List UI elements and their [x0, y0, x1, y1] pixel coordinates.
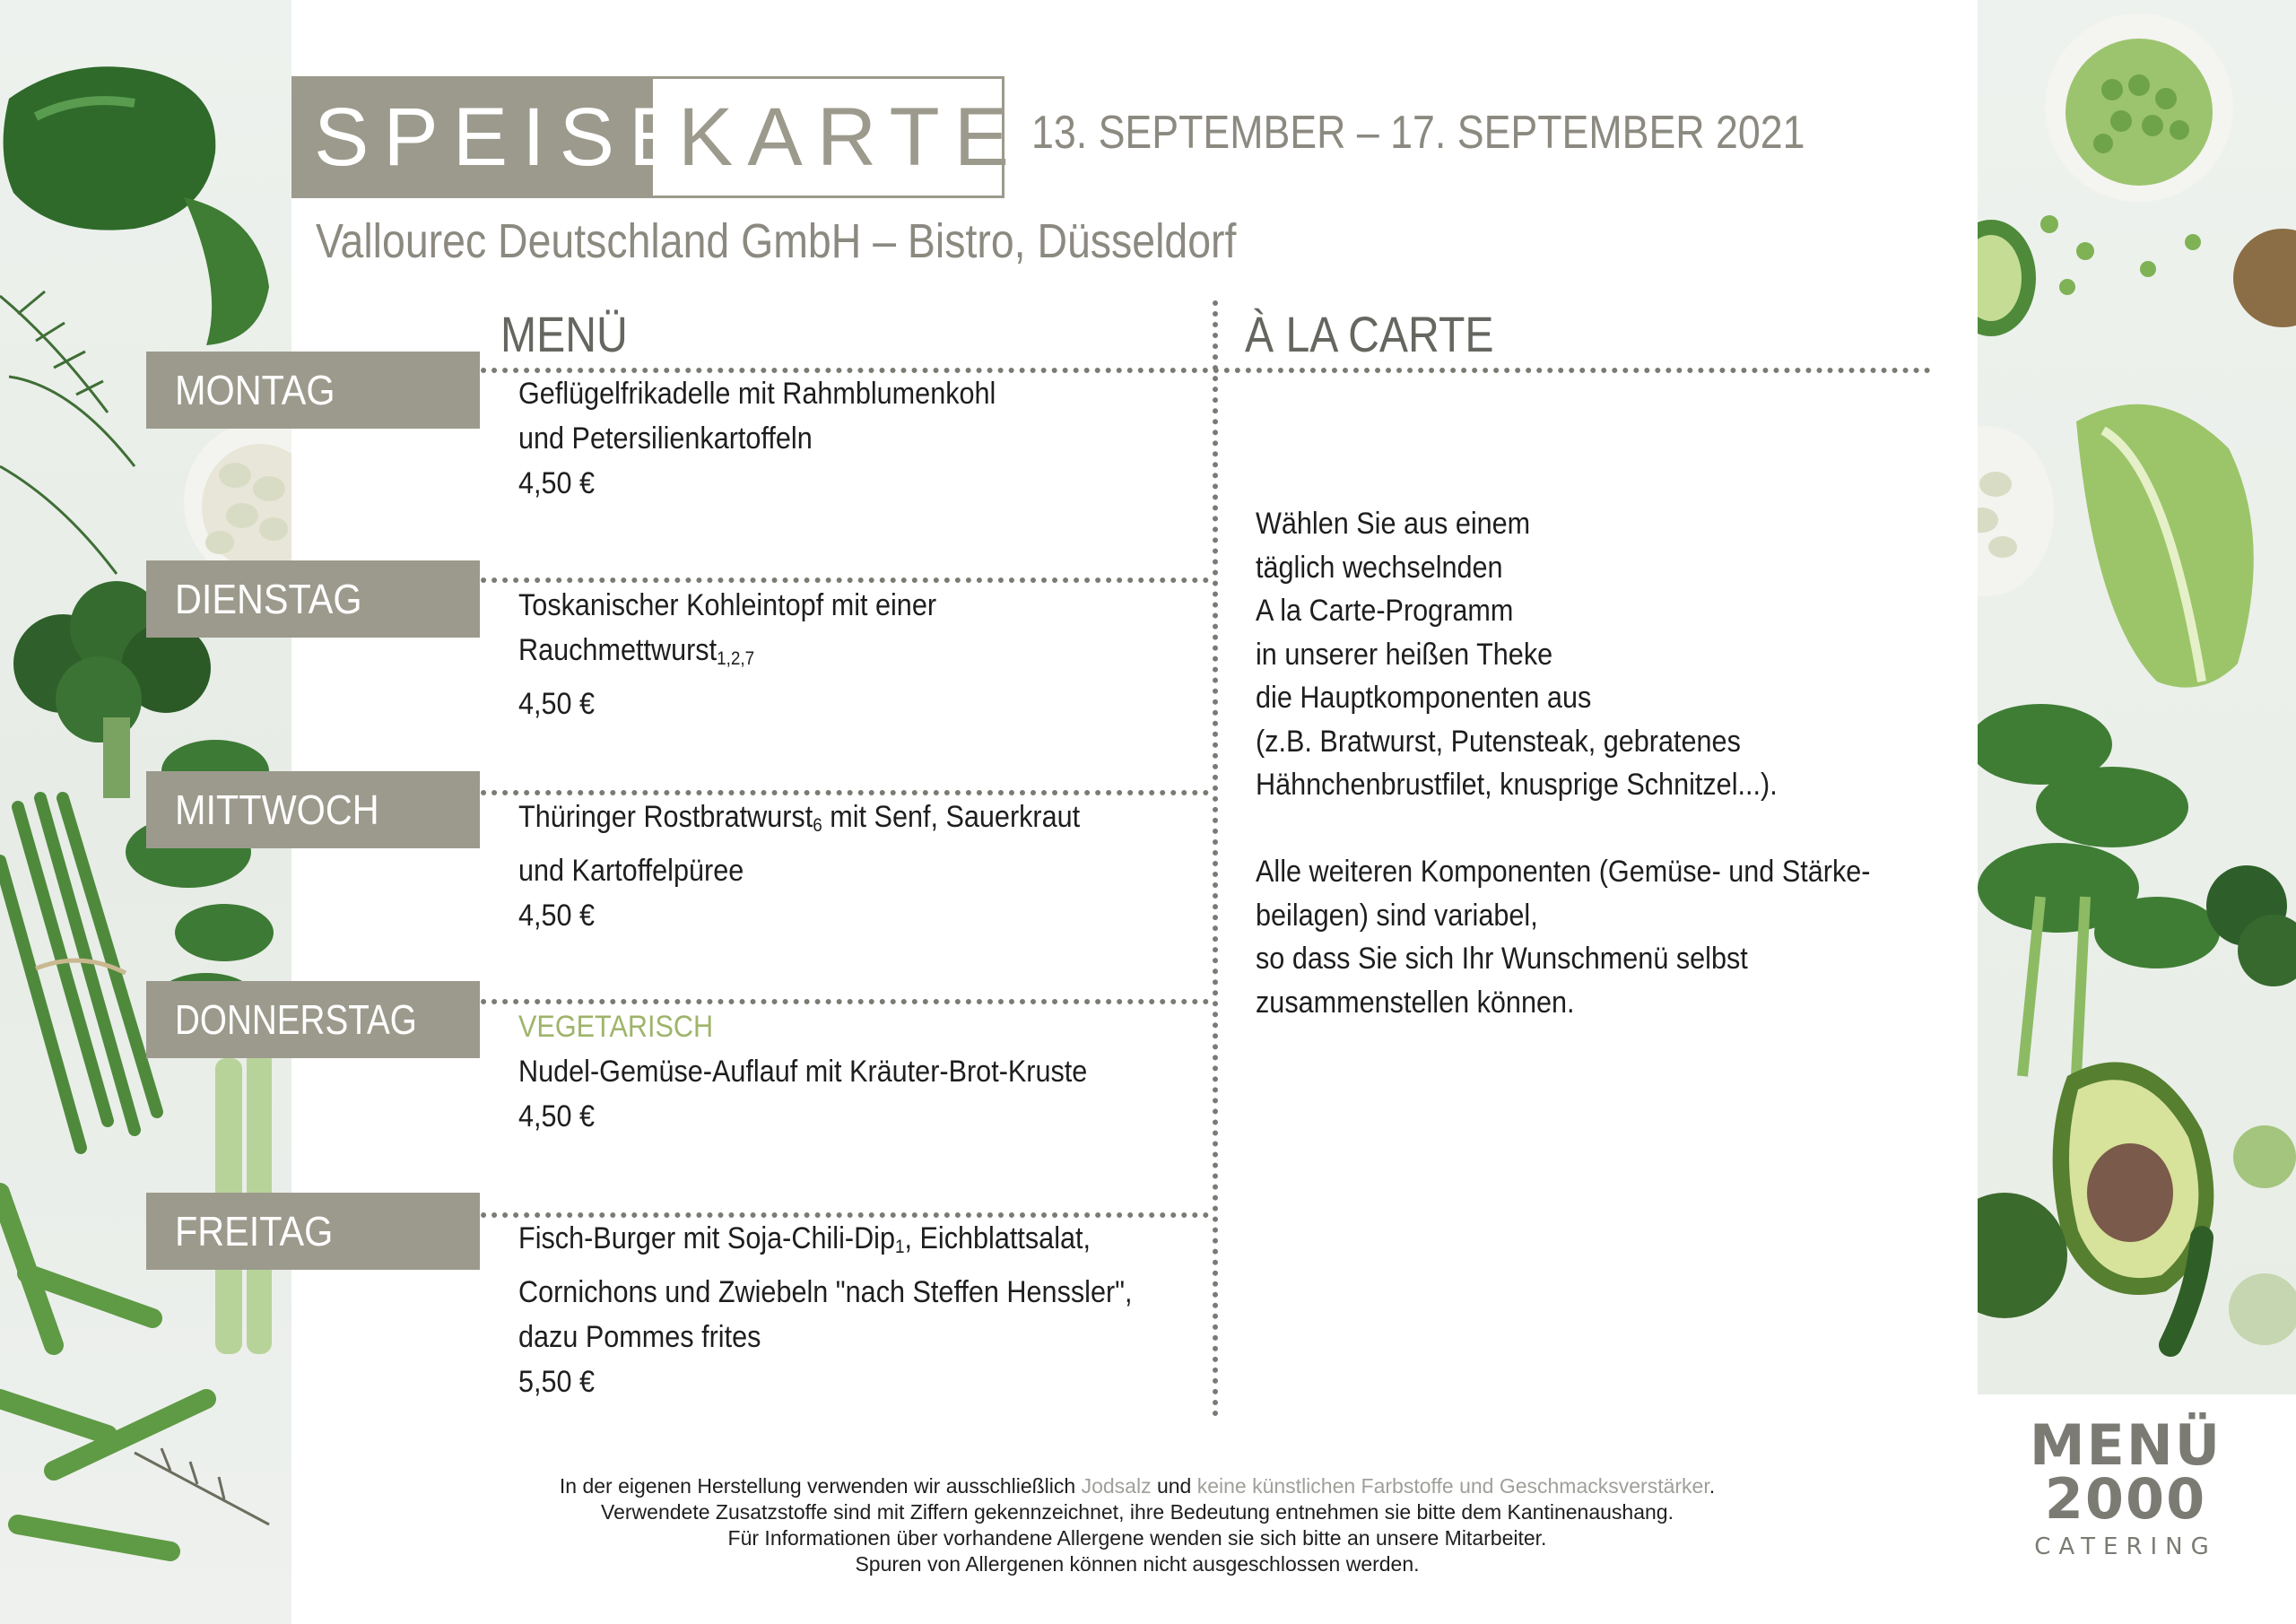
date-range: 13. SEPTEMBER – 17. SEPTEMBER 2021	[1031, 107, 1805, 159]
footer-highlight-jodsalz: Jodsalz	[1081, 1474, 1152, 1498]
footer-line-2: Verwendete Zusatzstoffe sind mit Ziffern gekennzeichnet, ihre Bedeutung entnehmen sie bitte dem Kantinenaushang.	[601, 1500, 1674, 1524]
dish-donnerstag	[518, 1004, 1200, 1139]
vegetarian-label: VEGETARISCH	[518, 1010, 714, 1044]
alacarte-line: Alle weiteren Komponenten (Gemüse- und Stärke-	[1256, 855, 1871, 889]
footer-notice	[429, 1473, 1846, 1577]
dish-line: Cornichons und Zwiebeln "nach Steffen Henssler",	[518, 1275, 1133, 1309]
alacarte-line: Wählen Sie aus einem	[1256, 507, 1531, 541]
footer-line-3: Für Informationen über vorhandene Allergene wenden sie sich bitte an unsere Mitarbeiter.	[727, 1526, 1547, 1550]
svg-text:2000: 2000	[2044, 1466, 2207, 1532]
dish-line: Nudel-Gemüse-Auflauf mit Kräuter-Brot-Kruste	[518, 1055, 1088, 1089]
day-tab-donnerstag: DONNERSTAG	[146, 981, 480, 1058]
day-tab-montag: MONTAG	[146, 352, 480, 429]
title-box	[291, 76, 1024, 198]
day-tab-mittwoch: MITTWOCH	[146, 771, 480, 848]
dish-freitag	[518, 1216, 1200, 1404]
dish-price: 4,50 €	[518, 899, 596, 933]
footer-highlight-no-additives: keine künstlichen Farbstoffe und Geschmacksverstärker	[1196, 1474, 1709, 1498]
menu-column-heading: MENÜ	[500, 306, 628, 362]
alacarte-line: so dass Sie sich Ihr Wunschmenü selbst	[1256, 942, 1748, 976]
dish-line: Geflügelfrikadelle mit Rahmblumenkohl	[518, 377, 996, 411]
dish-price: 4,50 €	[518, 1099, 596, 1133]
title-speise: SPEISE	[294, 79, 653, 195]
alacarte-line: die Hauptkomponenten aus	[1256, 681, 1592, 715]
footer-line-4: Spuren von Allergenen können nicht ausgeschlossen werden.	[855, 1552, 1420, 1576]
title-karte: KARTE	[678, 91, 1024, 183]
svg-text:CATERING: CATERING	[2034, 1533, 2217, 1560]
dish-price: 5,50 €	[518, 1365, 596, 1399]
alacarte-line: Hähnchenbrustfilet, knusprige Schnitzel...).	[1256, 768, 1778, 802]
dish-montag	[518, 371, 1200, 506]
company-name: Vallourec Deutschland GmbH – Bistro, Düsseldorf	[316, 214, 1237, 268]
dish-line: und Petersilienkartoffeln	[518, 421, 813, 456]
dish-line: Rauchmettwurst$_{1,2,7}$	[518, 633, 755, 669]
day-tab-dienstag: DIENSTAG	[146, 560, 480, 638]
alacarte-line: (z.B. Bratwurst, Putensteak, gebratenes	[1256, 724, 1741, 759]
vegetable-photo-right	[1978, 0, 2296, 1394]
additive-numbers: 6	[813, 815, 822, 836]
dish-mittwoch	[518, 795, 1200, 938]
dish-line: Fisch-Burger mit Soja-Chili-Dip$_1$, Eichblattsalat,	[518, 1221, 1091, 1257]
alacarte-line: in unserer heißen Theke	[1256, 637, 1553, 672]
dish-line: Thüringer Rostbratwurst$_6$ mit Senf, Sauerkraut	[518, 800, 1081, 836]
day-tab-freitag: FREITAG	[146, 1193, 480, 1270]
menu2000-catering-logo	[1991, 1412, 2260, 1565]
alacarte-description	[1256, 502, 1964, 1024]
alacarte-line: beilagen) sind variabel,	[1256, 898, 1538, 933]
dish-price: 4,50 €	[518, 687, 596, 721]
footer-line-1: In der eigenen Herstellung verwenden wir ausschließlich Jodsalz und keine künstlichen Farbstoffe und Geschmacksverstärker.	[559, 1474, 1716, 1498]
alacarte-column-heading: À LA CARTE	[1245, 306, 1494, 362]
alacarte-line	[1256, 807, 1893, 851]
svg-text:MENÜ: MENÜ	[2029, 1412, 2222, 1478]
column-divider	[1213, 300, 1218, 1417]
dish-line: dazu Pommes frites	[518, 1320, 761, 1354]
dish-line: Toskanischer Kohleintopf mit einer	[518, 588, 937, 622]
alacarte-line: zusammenstellen können.	[1256, 985, 1575, 1020]
additive-numbers: 1	[894, 1237, 905, 1257]
dish-price: 4,50 €	[518, 466, 596, 500]
additive-numbers: 1,2,7	[717, 648, 755, 669]
alacarte-line: A la Carte-Programm	[1256, 594, 1514, 628]
dish-line: und Kartoffelpüree	[518, 854, 744, 888]
alacarte-line: täglich wechselnden	[1256, 550, 1503, 585]
dish-dienstag	[518, 583, 1200, 726]
